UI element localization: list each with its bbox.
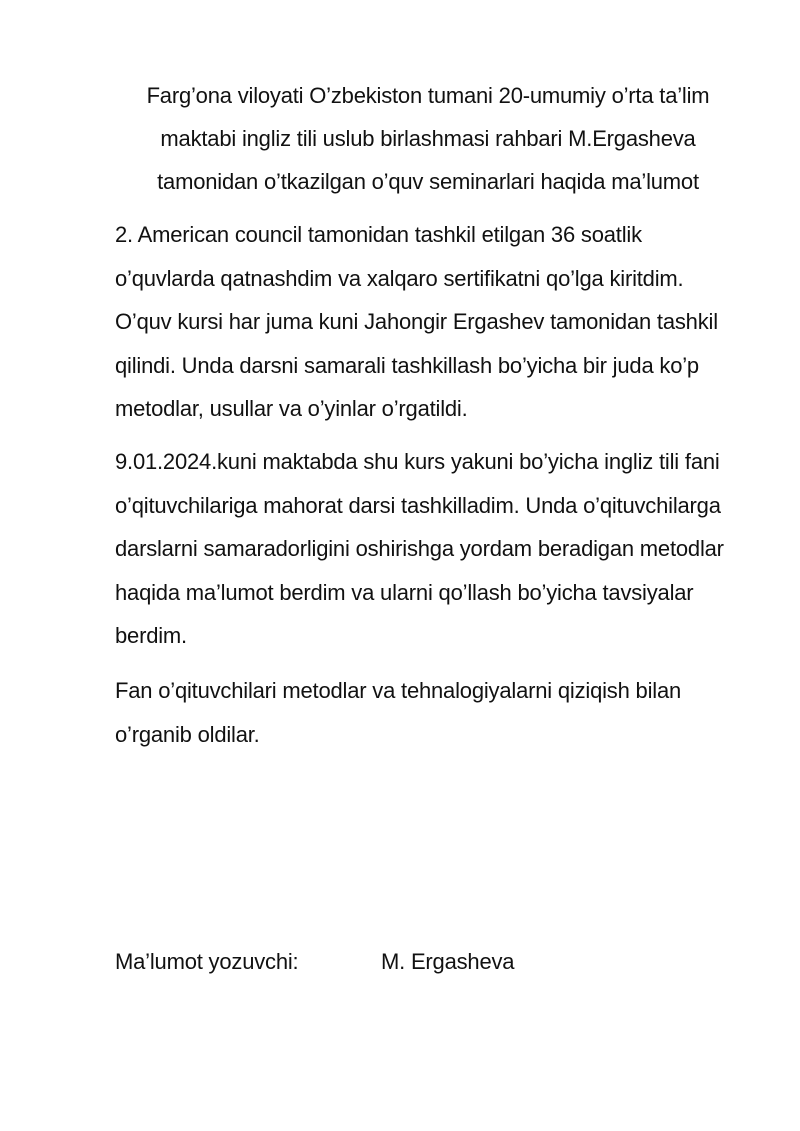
paragraph-line: qilindi. Unda darsni samarali tashkillash bo’yicha bir juda ko’p xyxy=(115,352,699,378)
paragraph-line: berdim. xyxy=(115,623,187,648)
signature-label: Ma’lumot yozuvchi: xyxy=(115,949,299,974)
title-line: Farg’ona viloyati O’zbekiston tumani 20-umumiy o’rta ta’lim xyxy=(146,83,710,108)
paragraph-line: O’quv kursi har juma kuni Jahongir Ergashev tamonidan tashkil xyxy=(115,309,718,334)
paragraph-line: Fan o’qituvchilari metodlar va tehnalogiyalarni qiziqish bilan xyxy=(115,678,682,703)
paragraph-line: 9.01.2024.kuni maktabda shu kurs yakuni bo’yicha ingliz tili fani xyxy=(115,449,720,474)
paragraph-conclusion xyxy=(115,669,755,756)
paragraph-line: metodlar, usullar va o’yinlar o’rgatildi. xyxy=(115,396,468,421)
document-title xyxy=(100,74,756,203)
title-line: maktabi ingliz tili uslub birlashmasi rahbari M.Ergasheva xyxy=(160,126,696,151)
title-line: tamonidan o’tkazilgan o’quv seminarlari haqida ma’lumot xyxy=(157,169,699,194)
paragraph-line: o’rganib oldilar. xyxy=(115,721,260,747)
signature-name: M. Ergasheva xyxy=(381,949,515,974)
paragraph-line: o’qituvchilariga mahorat darsi tashkilladim. Unda o’qituvchilarga xyxy=(115,492,721,518)
paragraph-master-class xyxy=(115,440,755,658)
paragraph-line: o’quvlarda qatnashdim va xalqaro sertifikatni qo’lga kiritdim. xyxy=(115,265,684,291)
paragraph-line: 2. American council tamonidan tashkil etilgan 36 soatlik xyxy=(115,222,642,247)
paragraph-line: darslarni samaradorligini oshirishga yordam beradigan metodlar xyxy=(115,536,724,561)
paragraph-american-council-course xyxy=(115,213,755,431)
paragraph-line: haqida ma’lumot berdim va ularni qo’llash bo’yicha tavsiyalar xyxy=(115,579,694,605)
